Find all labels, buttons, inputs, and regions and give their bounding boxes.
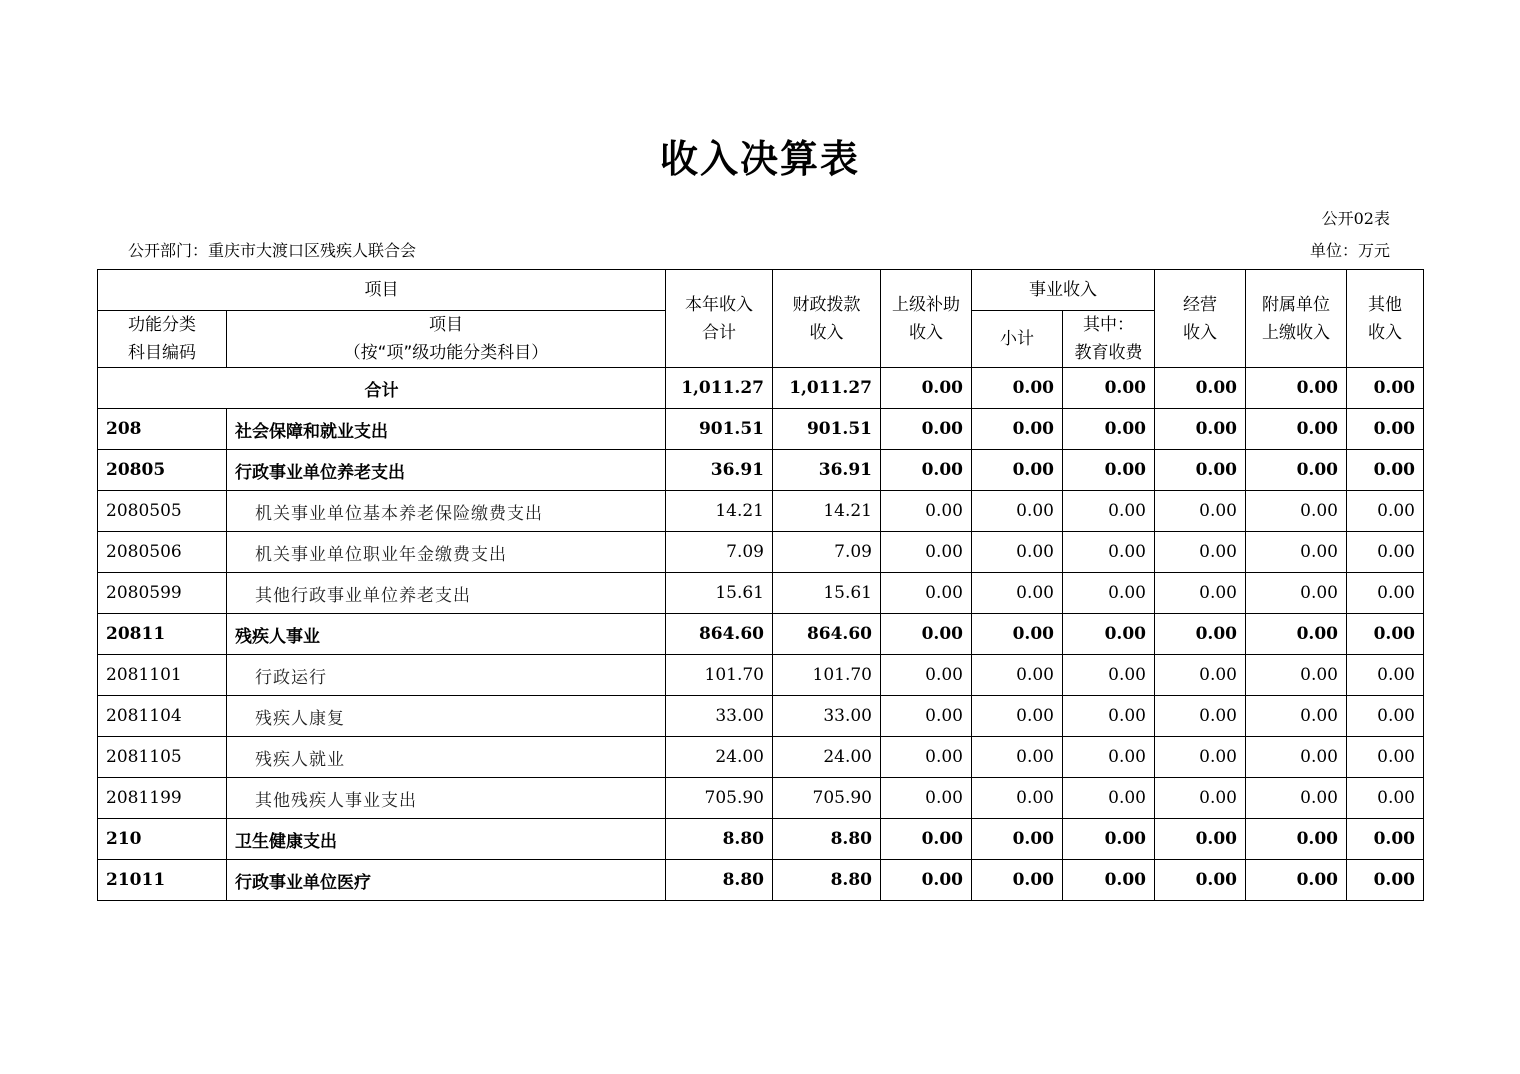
header-upper-line2: 收入 bbox=[909, 322, 943, 343]
row-value-career-edu: 0.00 bbox=[1063, 778, 1155, 819]
header-affiliate-line2: 上缴收入 bbox=[1262, 322, 1330, 343]
table-row bbox=[98, 409, 1424, 450]
row-value-income: 14.21 bbox=[666, 491, 773, 532]
header-upper-subsidy bbox=[881, 270, 972, 368]
header-total-line2: 合计 bbox=[702, 322, 736, 343]
row-value-affiliate: 0.00 bbox=[1246, 778, 1347, 819]
row-value-upper: 0.00 bbox=[881, 737, 972, 778]
row-name: 机关事业单位基本养老保险缴费支出 bbox=[227, 491, 666, 532]
header-business-line2: 收入 bbox=[1183, 322, 1217, 343]
row-value-business: 0.00 bbox=[1155, 491, 1246, 532]
header-item bbox=[227, 311, 666, 368]
row-value-upper: 0.00 bbox=[881, 778, 972, 819]
header-fiscal-line2: 收入 bbox=[809, 322, 844, 343]
row-value-business: 0.00 bbox=[1155, 532, 1246, 573]
header-upper-line1: 上级补助 bbox=[892, 294, 960, 315]
row-value-other: 0.00 bbox=[1347, 573, 1424, 614]
row-value-affiliate: 0.00 bbox=[1246, 614, 1347, 655]
row-value-fiscal: 705.90 bbox=[773, 778, 881, 819]
row-value-affiliate: 0.00 bbox=[1246, 409, 1347, 450]
row-name: 残疾人就业 bbox=[227, 737, 666, 778]
total-value-business: 0.00 bbox=[1155, 368, 1246, 409]
row-name: 其他残疾人事业支出 bbox=[227, 778, 666, 819]
row-value-upper: 0.00 bbox=[881, 655, 972, 696]
total-row bbox=[98, 368, 1424, 409]
row-value-business: 0.00 bbox=[1155, 573, 1246, 614]
row-value-career-edu: 0.00 bbox=[1063, 737, 1155, 778]
row-value-career-sub: 0.00 bbox=[972, 491, 1063, 532]
row-name: 行政事业单位养老支出 bbox=[227, 450, 666, 491]
row-value-affiliate: 0.00 bbox=[1246, 655, 1347, 696]
total-value-affiliate: 0.00 bbox=[1246, 368, 1347, 409]
row-value-career-edu: 0.00 bbox=[1063, 532, 1155, 573]
row-value-affiliate: 0.00 bbox=[1246, 573, 1347, 614]
row-value-career-sub: 0.00 bbox=[972, 778, 1063, 819]
row-value-business: 0.00 bbox=[1155, 409, 1246, 450]
row-code: 2080506 bbox=[98, 532, 227, 573]
row-value-upper: 0.00 bbox=[881, 532, 972, 573]
header-item-line1: 项目 bbox=[429, 315, 463, 335]
row-code: 20811 bbox=[98, 614, 227, 655]
income-table bbox=[97, 269, 1424, 901]
row-value-business: 0.00 bbox=[1155, 860, 1246, 901]
row-value-career-edu: 0.00 bbox=[1063, 696, 1155, 737]
row-value-upper: 0.00 bbox=[881, 409, 972, 450]
row-value-career-sub: 0.00 bbox=[972, 655, 1063, 696]
row-value-other: 0.00 bbox=[1347, 737, 1424, 778]
row-name: 机关事业单位职业年金缴费支出 bbox=[227, 532, 666, 573]
header-affiliate-line1: 附属单位 bbox=[1262, 294, 1330, 315]
total-value-income: 1,011.27 bbox=[666, 368, 773, 409]
header-fiscal bbox=[773, 270, 881, 368]
row-value-income: 33.00 bbox=[666, 696, 773, 737]
row-value-other: 0.00 bbox=[1347, 450, 1424, 491]
total-value-other: 0.00 bbox=[1347, 368, 1424, 409]
row-value-income: 24.00 bbox=[666, 737, 773, 778]
header-affiliate bbox=[1246, 270, 1347, 368]
row-value-fiscal: 8.80 bbox=[773, 860, 881, 901]
row-value-affiliate: 0.00 bbox=[1246, 860, 1347, 901]
row-value-affiliate: 0.00 bbox=[1246, 450, 1347, 491]
row-name: 其他行政事业单位养老支出 bbox=[227, 573, 666, 614]
row-value-fiscal: 15.61 bbox=[773, 573, 881, 614]
header-func-code-line2: 科目编码 bbox=[128, 343, 196, 363]
row-value-career-edu: 0.00 bbox=[1063, 409, 1155, 450]
row-value-career-sub: 0.00 bbox=[972, 860, 1063, 901]
table-row bbox=[98, 532, 1424, 573]
header-career-subtotal: 小计 bbox=[972, 311, 1063, 368]
row-value-business: 0.00 bbox=[1155, 614, 1246, 655]
row-value-career-sub: 0.00 bbox=[972, 737, 1063, 778]
row-value-upper: 0.00 bbox=[881, 696, 972, 737]
row-value-affiliate: 0.00 bbox=[1246, 819, 1347, 860]
total-value-upper: 0.00 bbox=[881, 368, 972, 409]
unit-label: 单位：万元 bbox=[1309, 241, 1390, 260]
table-row bbox=[98, 860, 1424, 901]
row-value-career-edu: 0.00 bbox=[1063, 491, 1155, 532]
row-value-fiscal: 864.60 bbox=[773, 614, 881, 655]
table-header bbox=[98, 270, 1424, 368]
row-value-upper: 0.00 bbox=[881, 450, 972, 491]
row-value-income: 705.90 bbox=[666, 778, 773, 819]
total-label: 合计 bbox=[98, 368, 666, 409]
row-value-career-sub: 0.00 bbox=[972, 696, 1063, 737]
header-func-code-line1: 功能分类 bbox=[128, 315, 196, 335]
row-value-other: 0.00 bbox=[1347, 778, 1424, 819]
row-value-upper: 0.00 bbox=[881, 491, 972, 532]
table-row bbox=[98, 655, 1424, 696]
row-value-affiliate: 0.00 bbox=[1246, 737, 1347, 778]
table-row bbox=[98, 696, 1424, 737]
row-value-income: 7.09 bbox=[666, 532, 773, 573]
row-value-income: 101.70 bbox=[666, 655, 773, 696]
row-value-income: 8.80 bbox=[666, 819, 773, 860]
total-value-career-sub: 0.00 bbox=[972, 368, 1063, 409]
table-body bbox=[98, 368, 1424, 901]
row-value-career-edu: 0.00 bbox=[1063, 573, 1155, 614]
row-value-other: 0.00 bbox=[1347, 819, 1424, 860]
row-value-career-edu: 0.00 bbox=[1063, 614, 1155, 655]
total-value-fiscal: 1,011.27 bbox=[773, 368, 881, 409]
row-value-business: 0.00 bbox=[1155, 819, 1246, 860]
row-value-upper: 0.00 bbox=[881, 614, 972, 655]
row-code: 2080599 bbox=[98, 573, 227, 614]
row-value-fiscal: 33.00 bbox=[773, 696, 881, 737]
row-value-fiscal: 8.80 bbox=[773, 819, 881, 860]
row-value-fiscal: 14.21 bbox=[773, 491, 881, 532]
row-value-business: 0.00 bbox=[1155, 696, 1246, 737]
row-value-other: 0.00 bbox=[1347, 696, 1424, 737]
row-value-other: 0.00 bbox=[1347, 614, 1424, 655]
header-project: 项目 bbox=[98, 270, 666, 311]
header-other bbox=[1347, 270, 1424, 368]
table-row bbox=[98, 778, 1424, 819]
form-code: 公开02表 bbox=[1321, 209, 1390, 228]
row-name: 行政事业单位医疗 bbox=[227, 860, 666, 901]
row-name: 残疾人事业 bbox=[227, 614, 666, 655]
row-code: 210 bbox=[98, 819, 227, 860]
row-value-fiscal: 901.51 bbox=[773, 409, 881, 450]
row-value-upper: 0.00 bbox=[881, 860, 972, 901]
row-value-fiscal: 36.91 bbox=[773, 450, 881, 491]
header-fiscal-line1: 财政拨款 bbox=[792, 294, 861, 315]
row-value-other: 0.00 bbox=[1347, 655, 1424, 696]
row-value-career-sub: 0.00 bbox=[972, 573, 1063, 614]
row-value-other: 0.00 bbox=[1347, 532, 1424, 573]
row-value-business: 0.00 bbox=[1155, 778, 1246, 819]
table-row bbox=[98, 819, 1424, 860]
row-value-affiliate: 0.00 bbox=[1246, 491, 1347, 532]
row-code: 2081104 bbox=[98, 696, 227, 737]
row-value-career-sub: 0.00 bbox=[972, 532, 1063, 573]
header-func-code bbox=[98, 311, 227, 368]
row-value-business: 0.00 bbox=[1155, 737, 1246, 778]
row-value-income: 15.61 bbox=[666, 573, 773, 614]
header-business bbox=[1155, 270, 1246, 368]
row-value-other: 0.00 bbox=[1347, 491, 1424, 532]
row-value-income: 36.91 bbox=[666, 450, 773, 491]
table-row bbox=[98, 450, 1424, 491]
header-career-edu-line2: 教育收费 bbox=[1074, 343, 1143, 363]
row-value-career-sub: 0.00 bbox=[972, 409, 1063, 450]
row-value-fiscal: 24.00 bbox=[773, 737, 881, 778]
row-name: 残疾人康复 bbox=[227, 696, 666, 737]
table-row bbox=[98, 614, 1424, 655]
header-total bbox=[666, 270, 773, 368]
total-value-career-edu: 0.00 bbox=[1063, 368, 1155, 409]
row-value-career-sub: 0.00 bbox=[972, 819, 1063, 860]
table-row bbox=[98, 737, 1424, 778]
row-value-affiliate: 0.00 bbox=[1246, 696, 1347, 737]
header-other-line1: 其他 bbox=[1368, 294, 1402, 315]
header-total-line1: 本年收入 bbox=[685, 294, 753, 315]
row-code: 21011 bbox=[98, 860, 227, 901]
row-value-business: 0.00 bbox=[1155, 655, 1246, 696]
table-row bbox=[98, 491, 1424, 532]
header-career: 事业收入 bbox=[972, 270, 1155, 311]
row-code: 208 bbox=[98, 409, 227, 450]
row-value-other: 0.00 bbox=[1347, 409, 1424, 450]
row-value-fiscal: 7.09 bbox=[773, 532, 881, 573]
row-value-other: 0.00 bbox=[1347, 860, 1424, 901]
row-value-income: 901.51 bbox=[666, 409, 773, 450]
row-code: 2081105 bbox=[98, 737, 227, 778]
row-name: 卫生健康支出 bbox=[227, 819, 666, 860]
row-value-upper: 0.00 bbox=[881, 819, 972, 860]
header-other-line2: 收入 bbox=[1368, 322, 1402, 343]
header-career-edu bbox=[1063, 311, 1155, 368]
row-code: 2080505 bbox=[98, 491, 227, 532]
row-value-career-edu: 0.00 bbox=[1063, 860, 1155, 901]
row-value-career-edu: 0.00 bbox=[1063, 819, 1155, 860]
row-value-fiscal: 101.70 bbox=[773, 655, 881, 696]
row-value-income: 864.60 bbox=[666, 614, 773, 655]
row-value-career-edu: 0.00 bbox=[1063, 450, 1155, 491]
header-item-line2: （按“项”级功能分类科目） bbox=[343, 343, 549, 363]
row-name: 行政运行 bbox=[227, 655, 666, 696]
page-title: 收入决算表 bbox=[659, 137, 860, 181]
department-label: 公开部门：重庆市大渡口区残疾人联合会 bbox=[128, 241, 417, 260]
row-value-income: 8.80 bbox=[666, 860, 773, 901]
row-value-career-edu: 0.00 bbox=[1063, 655, 1155, 696]
row-code: 2081101 bbox=[98, 655, 227, 696]
row-code: 2081199 bbox=[98, 778, 227, 819]
header-business-line1: 经营 bbox=[1183, 294, 1217, 315]
row-value-career-sub: 0.00 bbox=[972, 614, 1063, 655]
row-value-affiliate: 0.00 bbox=[1246, 532, 1347, 573]
header-career-edu-line1: 其中： bbox=[1083, 315, 1134, 335]
row-value-business: 0.00 bbox=[1155, 450, 1246, 491]
row-code: 20805 bbox=[98, 450, 227, 491]
row-value-upper: 0.00 bbox=[881, 573, 972, 614]
table-row bbox=[98, 573, 1424, 614]
row-name: 社会保障和就业支出 bbox=[227, 409, 666, 450]
row-value-career-sub: 0.00 bbox=[972, 450, 1063, 491]
